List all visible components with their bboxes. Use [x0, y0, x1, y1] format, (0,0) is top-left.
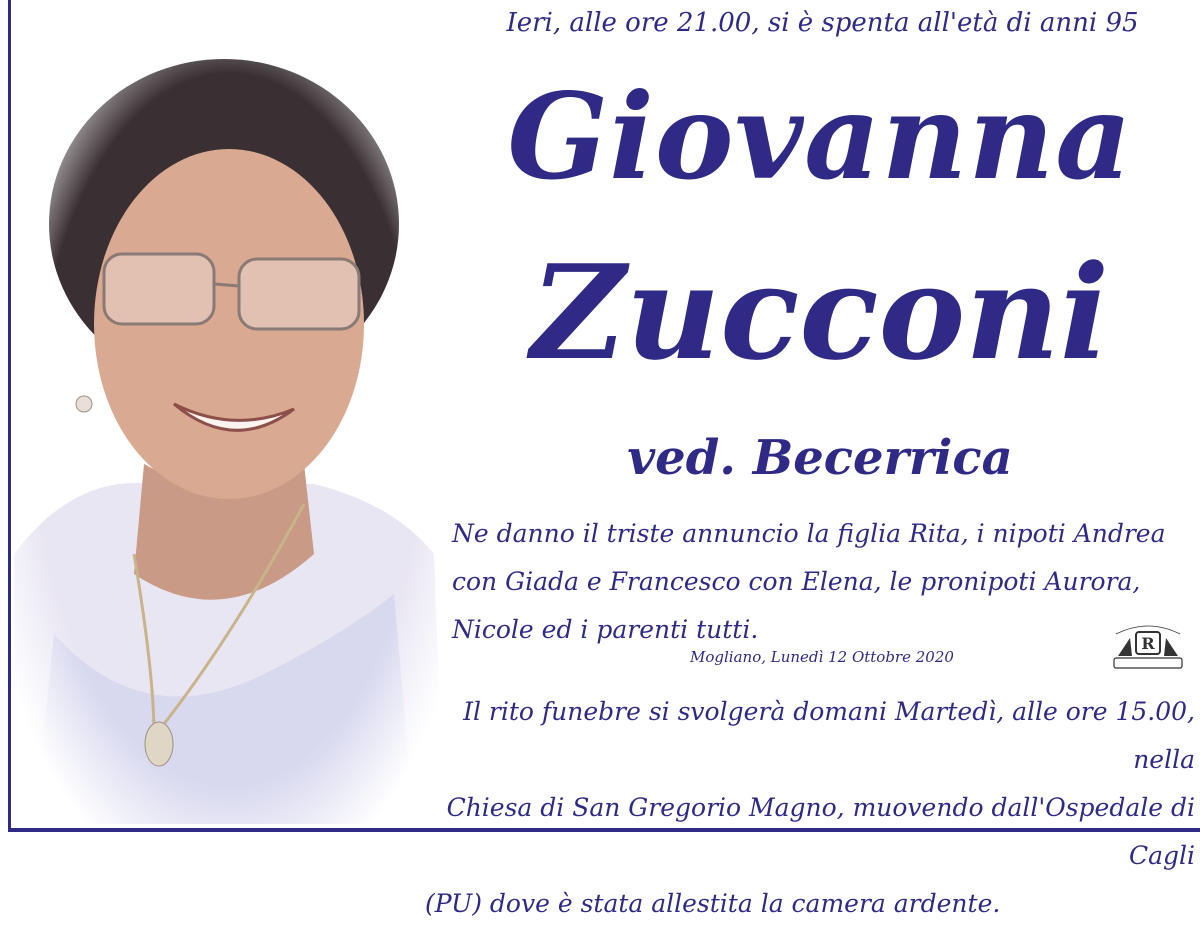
frame-left-border [8, 0, 11, 832]
funeral-line-1: Il rito funebre si svolgerà domani Martedì, alle ore 15.00, nella [463, 697, 1195, 774]
svg-text:R: R [1141, 634, 1155, 653]
announcement-text: Ne danno il triste annuncio la figlia Rita, i nipoti Andrea con Giada e Francesco con Elena, le pronipoti Aurora, Nicole ed i parenti tutti. [452, 519, 1166, 644]
widow-of: ved. Becerrica [627, 430, 1013, 486]
intro-line: Ieri, alle ore 21.00, si è spenta all'età di anni 95 [506, 8, 1139, 38]
portrait-photo [14, 34, 444, 824]
deceased-last-name: Zucconi [530, 236, 1110, 389]
place-date: Mogliano, Lunedì 12 Ottobre 2020 [690, 648, 954, 666]
funeral-details [425, 688, 1195, 928]
funeral-line-2: Chiesa di San Gregorio Magno, muovendo dall'Ospedale di Cagli [446, 793, 1195, 870]
funeral-home-logo [1108, 616, 1188, 680]
funeral-line-3: (PU) dove è stata allestita la camera ardente. [425, 889, 1001, 918]
deceased-first-name: Giovanna [507, 67, 1133, 206]
